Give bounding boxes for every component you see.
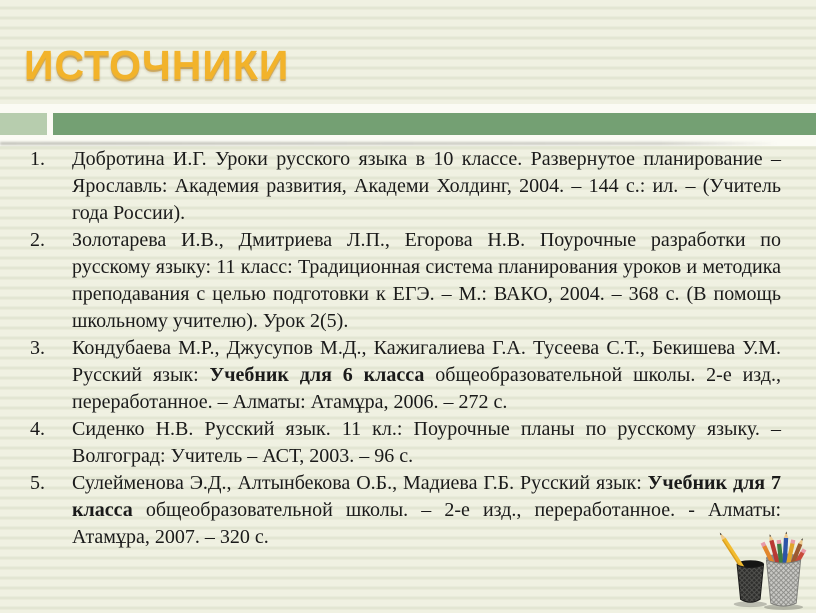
reference-text: Сиденко Н.В. Русский язык. 11 кл.: Поурочные планы по русскому языку. – Волгоград: Учитель – АСТ, 2003. – 96 с.: [72, 418, 781, 467]
page-title: ИСТОЧНИКИ: [24, 42, 290, 88]
reference-number: 4.: [30, 418, 45, 440]
reference-item: [0, 227, 781, 335]
reference-item: [0, 416, 781, 470]
pencil-cups-icon: [714, 529, 814, 611]
reference-item: [0, 335, 781, 416]
divider-accent-square: [0, 113, 47, 135]
reference-number: 1.: [30, 148, 45, 170]
reference-text: Добротина И.Г. Уроки русского языка в 10 классе. Развернутое планирование – Ярославль: Академия развития, Академи Холдинг, 2004. – 144 с.: ил. – (Учитель года России).: [72, 148, 781, 224]
reference-number: 2.: [30, 229, 45, 251]
references-list: [0, 146, 781, 551]
reference-item: [0, 470, 781, 551]
reference-text: Сулейменова Э.Д., Алтынбекова О.Б., Мадиева Г.Б. Русский язык: Учебник для 7 класса общеобразовательной школы. – 2-е изд., переработанное. - Алматы: Атамұра, 2007. – 320 с.: [72, 472, 782, 548]
reference-text: Золотарева И.В., Дмитриева Л.П., Егорова Н.В. Поурочные разработки по русскому языку: 11 класс: Традиционная система планирования уроков и методика преподавания с целью подготовки к ЕГЭ. – М.: ВАКО, 2004. – 368 с. (В помощь школьному учителю). Урок 2(5).: [72, 229, 781, 332]
reference-number: 3.: [30, 337, 45, 359]
reference-text: Кондубаева М.Р., Джусупов М.Д., Кажигалиева Г.А. Тусеева С.Т., Бекишева У.М. Русский язык: Учебник для 6 класса общеобразовательной школы. 2-е изд., переработанное. – Алматы: Атамұра, 2006. – 272 с.: [72, 337, 781, 413]
reference-number: 5.: [30, 472, 45, 494]
divider-shadow: [0, 142, 778, 145]
reference-item: [0, 146, 781, 227]
divider-main-bar: [53, 113, 816, 135]
title-divider-bar: [0, 113, 816, 135]
